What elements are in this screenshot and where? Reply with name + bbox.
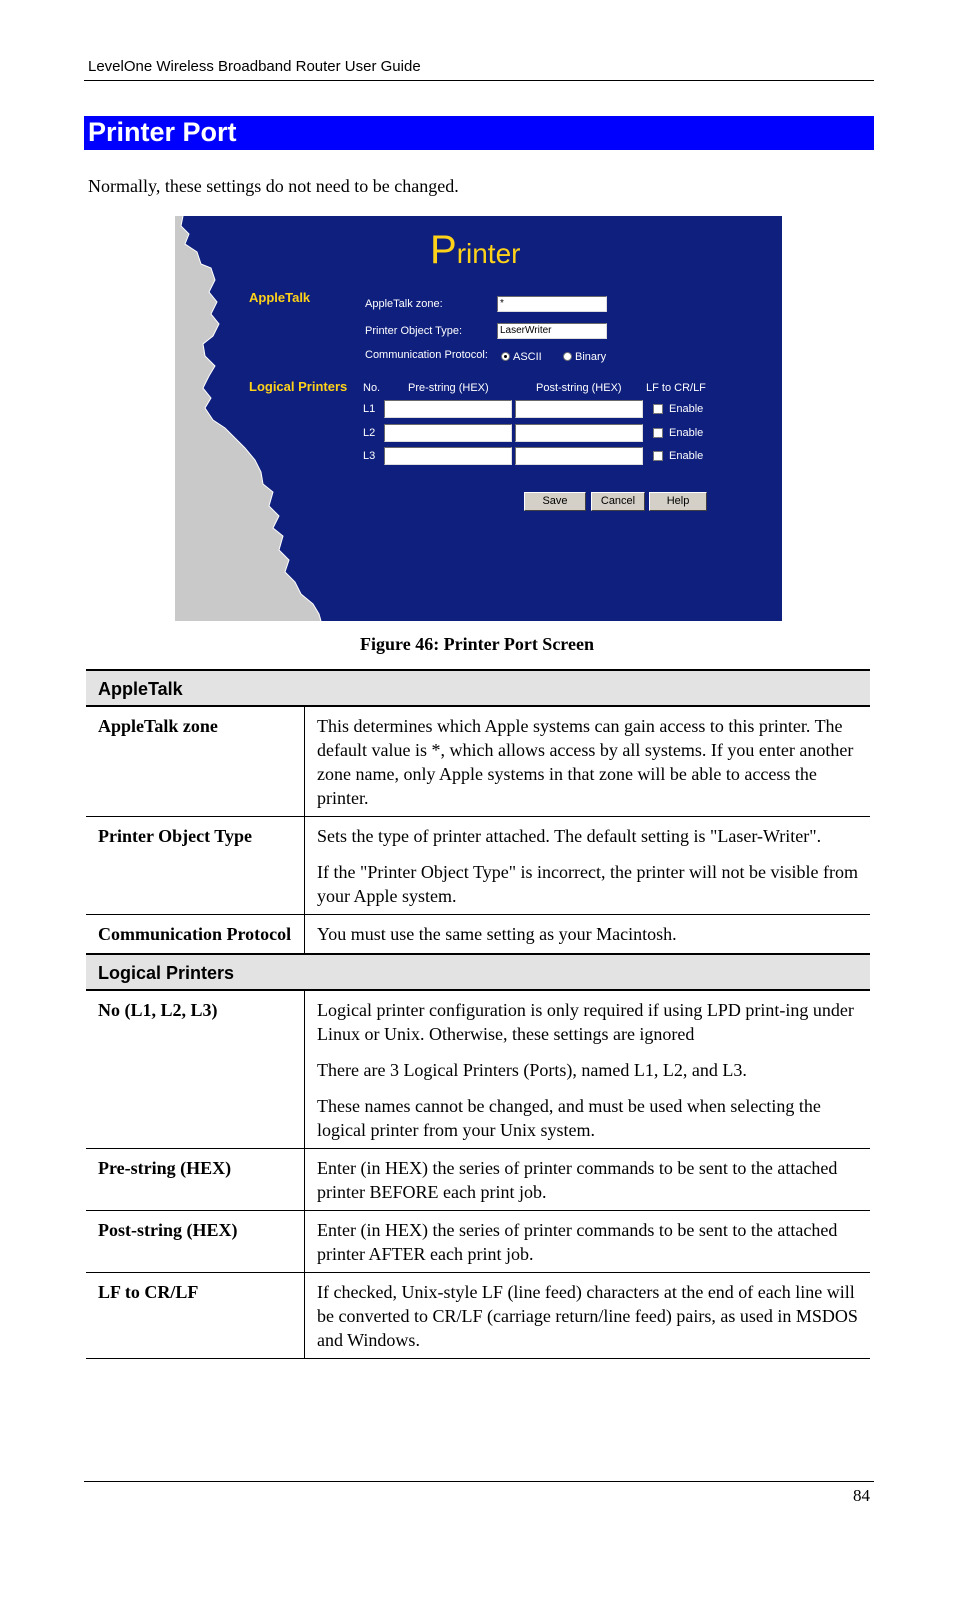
protocol-label: Communication Protocol:: [365, 349, 488, 361]
protocol-binary-radio[interactable]: [563, 352, 572, 361]
table-row: [86, 706, 870, 817]
settings-definitions-table: [86, 669, 870, 1359]
description-cell: Enter (in HEX) the series of printer commands to be sent to the attached printer AFTER each print job.: [305, 1211, 871, 1273]
torn-edge-graphic: [175, 216, 782, 621]
header-rule: [84, 80, 874, 81]
description-cell: If checked, Unix-style LF (line feed) characters at the end of each line will be converted to CR/LF (carriage return/line feed) pairs, as used in MSDOS and Windows.: [305, 1273, 871, 1359]
l2-enable-checkbox[interactable]: [653, 428, 663, 438]
row-l3-label: L3: [363, 450, 376, 462]
description-cell: You must use the same setting as your Macintosh.: [305, 915, 871, 955]
cancel-button[interactable]: Cancel: [591, 492, 645, 511]
column-pre-string: Pre-string (HEX): [408, 382, 489, 394]
object-type-label: Printer Object Type:: [365, 325, 463, 337]
zone-input[interactable]: *: [497, 296, 607, 312]
footer-rule: [84, 1481, 874, 1482]
l3-enable-checkbox[interactable]: [653, 451, 663, 461]
protocol-binary-label: Binary: [575, 351, 607, 363]
section-banner: [84, 116, 874, 150]
l1-post-string-input[interactable]: [515, 400, 643, 418]
page-number: 84: [853, 1486, 870, 1505]
intro-paragraph: Normally, these settings do not need to be changed.: [88, 176, 459, 196]
logical-printers-group-heading: Logical Printers: [86, 954, 870, 990]
row-l1-label: L1: [363, 403, 376, 415]
table-row: [86, 990, 870, 1149]
row-l2-label: L2: [363, 427, 376, 439]
description-cell: Enter (in HEX) the series of printer commands to be sent to the attached printer BEFORE each print job.: [305, 1149, 871, 1211]
column-post-string: Post-string (HEX): [536, 382, 622, 394]
help-button[interactable]: Help: [649, 492, 707, 511]
term-cell: Post-string (HEX): [86, 1211, 305, 1273]
appletalk-group-heading: AppleTalk: [86, 670, 870, 706]
running-header: LevelOne Wireless Broadband Router User Guide: [88, 58, 421, 75]
table-row: [86, 817, 870, 915]
figure-caption: Figure 46: Printer Port Screen: [360, 634, 594, 654]
l1-pre-string-input[interactable]: [384, 400, 512, 418]
column-lf-crlf: LF to CR/LF: [646, 382, 706, 394]
table-group-row: [86, 954, 870, 990]
object-type-input[interactable]: LaserWriter: [497, 323, 607, 339]
section-title: Printer Port: [88, 117, 237, 147]
l2-post-string-input[interactable]: [515, 424, 643, 442]
table-row: [86, 1211, 870, 1273]
figure-page-title: Printer: [430, 228, 521, 272]
l2-pre-string-input[interactable]: [384, 424, 512, 442]
protocol-ascii-radio[interactable]: [501, 352, 510, 361]
term-cell: No (L1, L2, L3): [86, 990, 305, 1149]
protocol-ascii-label: ASCII: [513, 351, 542, 363]
save-button[interactable]: Save: [524, 492, 586, 511]
l3-pre-string-input[interactable]: [384, 447, 512, 465]
logical-printers-heading: Logical Printers: [249, 379, 348, 394]
l3-enable-label: Enable: [669, 450, 704, 462]
term-cell: Printer Object Type: [86, 817, 305, 915]
l1-enable-checkbox[interactable]: [653, 404, 663, 414]
table-row: [86, 1149, 870, 1211]
column-no: No.: [363, 382, 381, 394]
table-row: [86, 915, 870, 955]
l2-enable-label: Enable: [669, 427, 704, 439]
term-cell: Pre-string (HEX): [86, 1149, 305, 1211]
table-row: [86, 1273, 870, 1359]
description-cell: Logical printer configuration is only required if using LPD print-ing under Linux or Unix. Otherwise, these settings are ignored There are 3 Logical Printers (Ports), named L1, L2, and L3. These names cannot be changed, and must be used when selecting the logical printer from your Unix system.: [305, 990, 871, 1149]
table-group-row: [86, 670, 870, 706]
printer-screen-figure: [175, 216, 782, 621]
term-cell: Communication Protocol: [86, 915, 305, 955]
l1-enable-label: Enable: [669, 403, 704, 415]
term-cell: LF to CR/LF: [86, 1273, 305, 1359]
l3-post-string-input[interactable]: [515, 447, 643, 465]
zone-label: AppleTalk zone:: [365, 298, 443, 310]
term-cell: AppleTalk zone: [86, 706, 305, 817]
appletalk-heading: AppleTalk: [249, 290, 311, 305]
description-cell: This determines which Apple systems can gain access to this printer. The default value is *, which allows access by all systems. If you enter another zone name, only Apple systems in that zone will be able to access the printer.: [305, 706, 871, 817]
description-cell: Sets the type of printer attached. The default setting is "Laser-Writer". If the "Printer Object Type" is incorrect, the printer will not be visible from your Apple system.: [305, 817, 871, 915]
